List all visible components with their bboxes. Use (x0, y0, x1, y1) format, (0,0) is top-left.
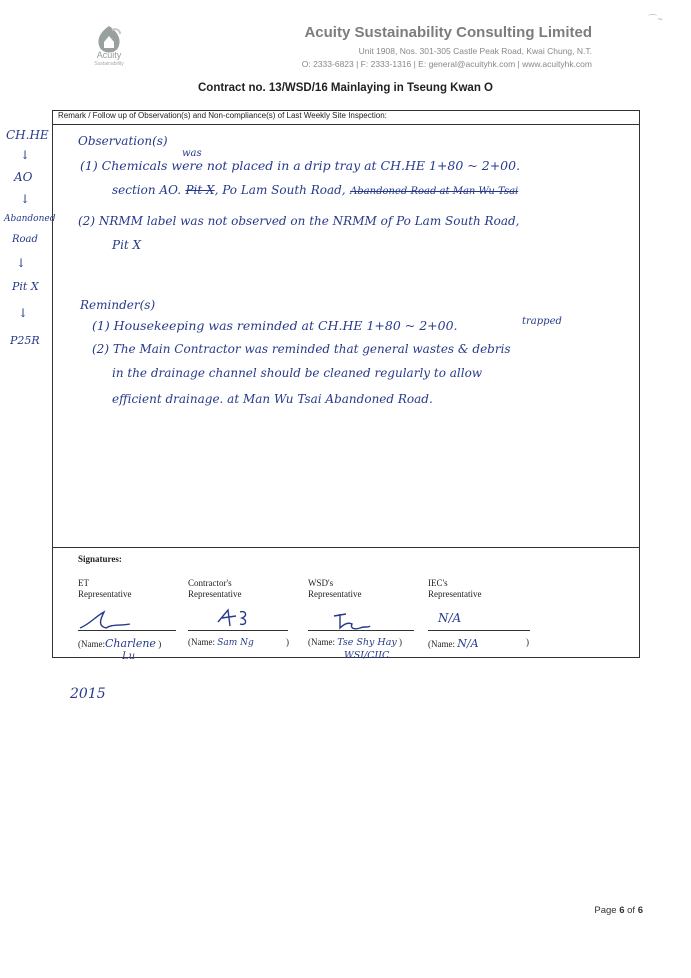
sig-role-contractor (188, 578, 241, 600)
margin-note: P25R (10, 334, 40, 347)
sig-name-label: (Name: (308, 637, 335, 647)
contractor-signature-icon (214, 604, 254, 632)
sig-name-value: Charlene (105, 637, 156, 650)
sig-line-et (78, 630, 176, 631)
sig-role-iec (428, 578, 481, 600)
observation-1-struck-text: Pit X (185, 183, 215, 197)
sig-name-et (78, 637, 161, 650)
sig-role-wsd (308, 578, 361, 600)
contract-title: Contract no. 13/WSD/16 Mainlaying in Tseung Kwan O (198, 82, 493, 94)
reminder-2-line2: in the drainage channel should be cleaned regularly to allow (112, 366, 483, 380)
sig-name-close: ) (158, 639, 162, 649)
sig-role-line2: Representative (188, 589, 242, 599)
sig-name-close: ) (526, 637, 529, 647)
frame-divider (52, 124, 640, 125)
margin-note: AO (14, 170, 33, 184)
sig-name-iec (428, 637, 529, 650)
sig-name-value: Sam Ng (217, 638, 254, 648)
reminder-title: Reminder(s) (80, 298, 156, 312)
sig-role-line2: Representative (428, 589, 482, 599)
sig-name-label: (Name: (78, 639, 105, 649)
sig-role-line2: Representative (308, 589, 362, 599)
sig-line-wsd (308, 630, 414, 631)
observation-1-line1: (1) Chemicals were not placed in a drip tray at CH.HE 1+80 ~ 2+00. (80, 158, 521, 173)
sig-role-line1: WSD's (308, 578, 334, 588)
sig-role-et (78, 578, 131, 600)
frame-divider-signatures (52, 547, 640, 548)
logo-text: Acuity (96, 50, 122, 60)
reminder-2-line1: (2) The Main Contractor was reminded that general wastes & debris (92, 342, 511, 356)
sig-name-wsd (308, 637, 402, 648)
company-name: Acuity Sustainability Consulting Limited (304, 24, 592, 41)
et-signature-icon (76, 606, 136, 632)
sig-name-extra-wsd: WSI/CIIC (344, 650, 390, 661)
reminder-2-line3: efficient drainage. at Man Wu Tsai Abandoned Road. (112, 392, 433, 406)
company-address: Unit 1908, Nos. 301-305 Castle Peak Road, Kwai Chung, N.T. (358, 46, 592, 56)
margin-note: Road (12, 234, 38, 245)
sig-name-close: ) (286, 637, 289, 647)
signatures-title: Signatures: (78, 554, 122, 564)
sig-name-contractor (188, 637, 289, 648)
remark-label: Remark / Follow up of Observation(s) and Non-compliance(s) of Last Weekly Site Inspection: (58, 111, 387, 120)
observation-1-line2 (112, 181, 518, 199)
sig-role-line2: Representative (78, 589, 132, 599)
logo-subtext: Sustainability (94, 61, 124, 67)
sig-name-close: ) (399, 637, 402, 647)
margin-note: Pit X (12, 280, 39, 293)
observation-2-line1: (2) NRMM label was not observed on the NRMM of Po Lam South Road, (78, 214, 520, 228)
margin-note: ↓ (16, 256, 27, 270)
sig-line-iec (428, 630, 530, 631)
sig-name-label: (Name: (428, 639, 455, 649)
observation-2-line2: Pit X (112, 238, 142, 252)
margin-note: ↓ (20, 148, 31, 162)
page-current: 6 (619, 905, 625, 916)
reminder-1-note: trapped (522, 316, 562, 327)
margin-note: Abandoned (4, 214, 56, 224)
page-prefix: Page (594, 905, 617, 916)
page-of: of (627, 905, 636, 916)
iec-signature: N/A (438, 611, 462, 625)
observation-insert: was (182, 148, 202, 159)
company-contact: O: 2333-6823 | F: 2333-1316 | E: general@acuityhk.com | www.acuityhk.com (301, 59, 592, 69)
reminder-1: (1) Housekeeping was reminded at CH.HE 1+80 ~ 2+00. (92, 318, 458, 333)
sig-line-contractor (188, 630, 288, 631)
corner-mark: ⌒ ~ (648, 14, 662, 24)
sig-name-value: N/A (457, 637, 479, 650)
sig-name-value: Tse Shy Hay (337, 637, 397, 648)
sig-role-line1: Contractor's (188, 578, 232, 588)
page-total: 6 (637, 905, 643, 916)
observation-title: Observation(s) (78, 134, 168, 148)
year-note: 2015 (70, 686, 106, 702)
margin-note: ↓ (20, 192, 31, 206)
sig-name-label: (Name: (188, 637, 215, 647)
observation-1-road: , Po Lam South Road, (214, 183, 346, 197)
margin-note: ↓ (18, 306, 29, 320)
sig-name-extra-et: Lu (122, 651, 136, 662)
wsd-signature-icon (330, 608, 374, 632)
observation-1-struck-road: Abandoned Road at Man Wu Tsai (350, 186, 519, 197)
observation-1-section: section AO. (112, 183, 182, 197)
margin-note: CH.HE (6, 128, 49, 142)
sig-role-line1: IEC's (428, 578, 448, 588)
sig-role-line1: ET (78, 578, 89, 588)
page-number (560, 905, 643, 916)
